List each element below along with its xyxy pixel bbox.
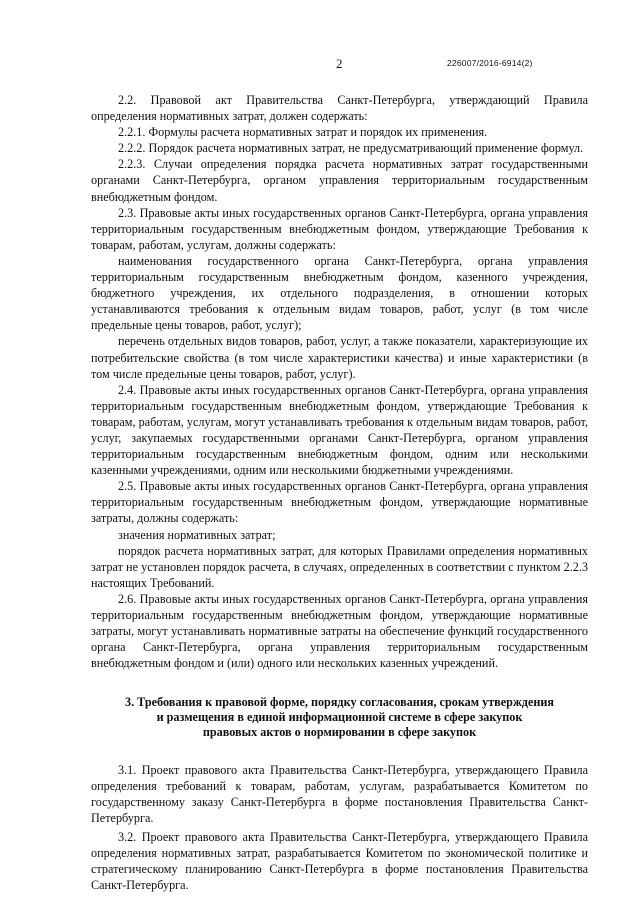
paragraph-2-2-1: 2.2.1. Формулы расчета нормативных затрат и порядок их применения.: [118, 125, 488, 140]
paragraph-2-5-order: порядок расчета нормативных затрат, для которых Правилами определения нормативных затрат не установлен порядок расчета, в случаях, определенных в соответствии с пунктом 2.2.3 настоящих Требований.: [91, 543, 588, 590]
paragraph-2-5: 2.5. Правовые акты иных государственных органов Санкт-Петербурга, органа управления территориальным государственным внебюджетным фондом, утверждающие нормативные затраты, должны содержать:: [91, 479, 588, 526]
section-3-heading-line: 3. Требования к правовой форме, порядку согласования, срокам утверждения: [124, 695, 555, 710]
document-id: 226007/2016-6914(2): [447, 58, 533, 68]
section-3-heading-line: и размещения в единой информационной системе в сфере закупок: [156, 710, 523, 725]
paragraph-3-2: 3.2. Проект правового акта Правительства Санкт-Петербурга, утверждающего Правила определения нормативных затрат, разрабатывается Комитетом по экономической политике и стратегическому планированию Санкт-Петербурга в форме постановления Правительства Санкт-Петербурга.: [91, 830, 588, 893]
paragraph-2-3: 2.3. Правовые акты иных государственных органов Санкт-Петербурга, органа управления территориальным государственным внебюджетным фондом, утверждающие Требования к товарам, работам, услугам, должны содержать:: [91, 205, 588, 252]
paragraph-2-2-3: 2.2.3. Случаи определения порядка расчета нормативных затрат государственными органами Санкт-Петербурга, органом управления территориальным государственным внебюджетным фондом.: [91, 157, 588, 204]
paragraph-2-3-names: наименования государственного органа Санкт-Петербурга, органа управления территориальным государственным внебюджетным фондом, казенного учреждения, бюджетного учреждения, их отдельного подразделения, в отношении которых устанавливаются требования к отдельным видам товаров, работ, услуг (в том числе предельные цены товаров, работ, услуг);: [91, 253, 588, 333]
page-number: 2: [336, 56, 343, 71]
paragraph-2-6: 2.6. Правовые акты иных государственных органов Санкт-Петербурга, органа управления территориальным государственным внебюджетным фондом, утверждающие нормативные затраты, могут устанавливать нормативные затраты на обеспечение функций государственного органа Санкт-Петербурга, органа управления территориальным государственным внебюджетным фондом и (или) одного или нескольких казенных учреждений.: [91, 591, 588, 671]
paragraph-2-2: 2.2. Правовой акт Правительства Санкт-Петербурга, утверждающий Правила определения нормативных затрат, должен содержать:: [91, 93, 588, 124]
paragraph-2-5-values: значения нормативных затрат;: [118, 527, 276, 542]
paragraph-3-1: 3.1. Проект правового акта Правительства Санкт-Петербурга, утверждающего Правила определения требований к товарам, работам, услугам, разрабатывается Комитетом по государственному заказу Санкт-Петербурга в форме постановления Правительства Санкт-Петербурга.: [91, 762, 588, 826]
section-3-heading: [91, 695, 588, 739]
paragraph-2-4: 2.4. Правовые акты иных государственных органов Санкт-Петербурга, органа управления территориальным государственным внебюджетным фондом, утверждающие Требования к товарам, работам, услугам, могут устанавливать требования к отдельным видам товаров, работ, услуг, закупаемых государственными органами Санкт-Петербурга, органом управления территориальным государственным внебюджетным фондом, одним или несколькими казенными учреждениями, одним или несколькими бюджетными учреждениями.: [91, 382, 588, 478]
section-3-heading-line: правовых актов о нормировании в сфере закупок: [202, 724, 477, 739]
document-body: [91, 92, 588, 894]
paragraph-2-3-list: перечень отдельных видов товаров, работ, услуг, а также показатели, характеризующие их потребительские свойства (в том числе характеристики качества) и иные характеристики (в том числе предельные цены товаров, работ, услуг).: [91, 334, 588, 381]
paragraph-2-2-2: 2.2.2. Порядок расчета нормативных затрат, не предусматривающий применение формул.: [118, 141, 584, 156]
